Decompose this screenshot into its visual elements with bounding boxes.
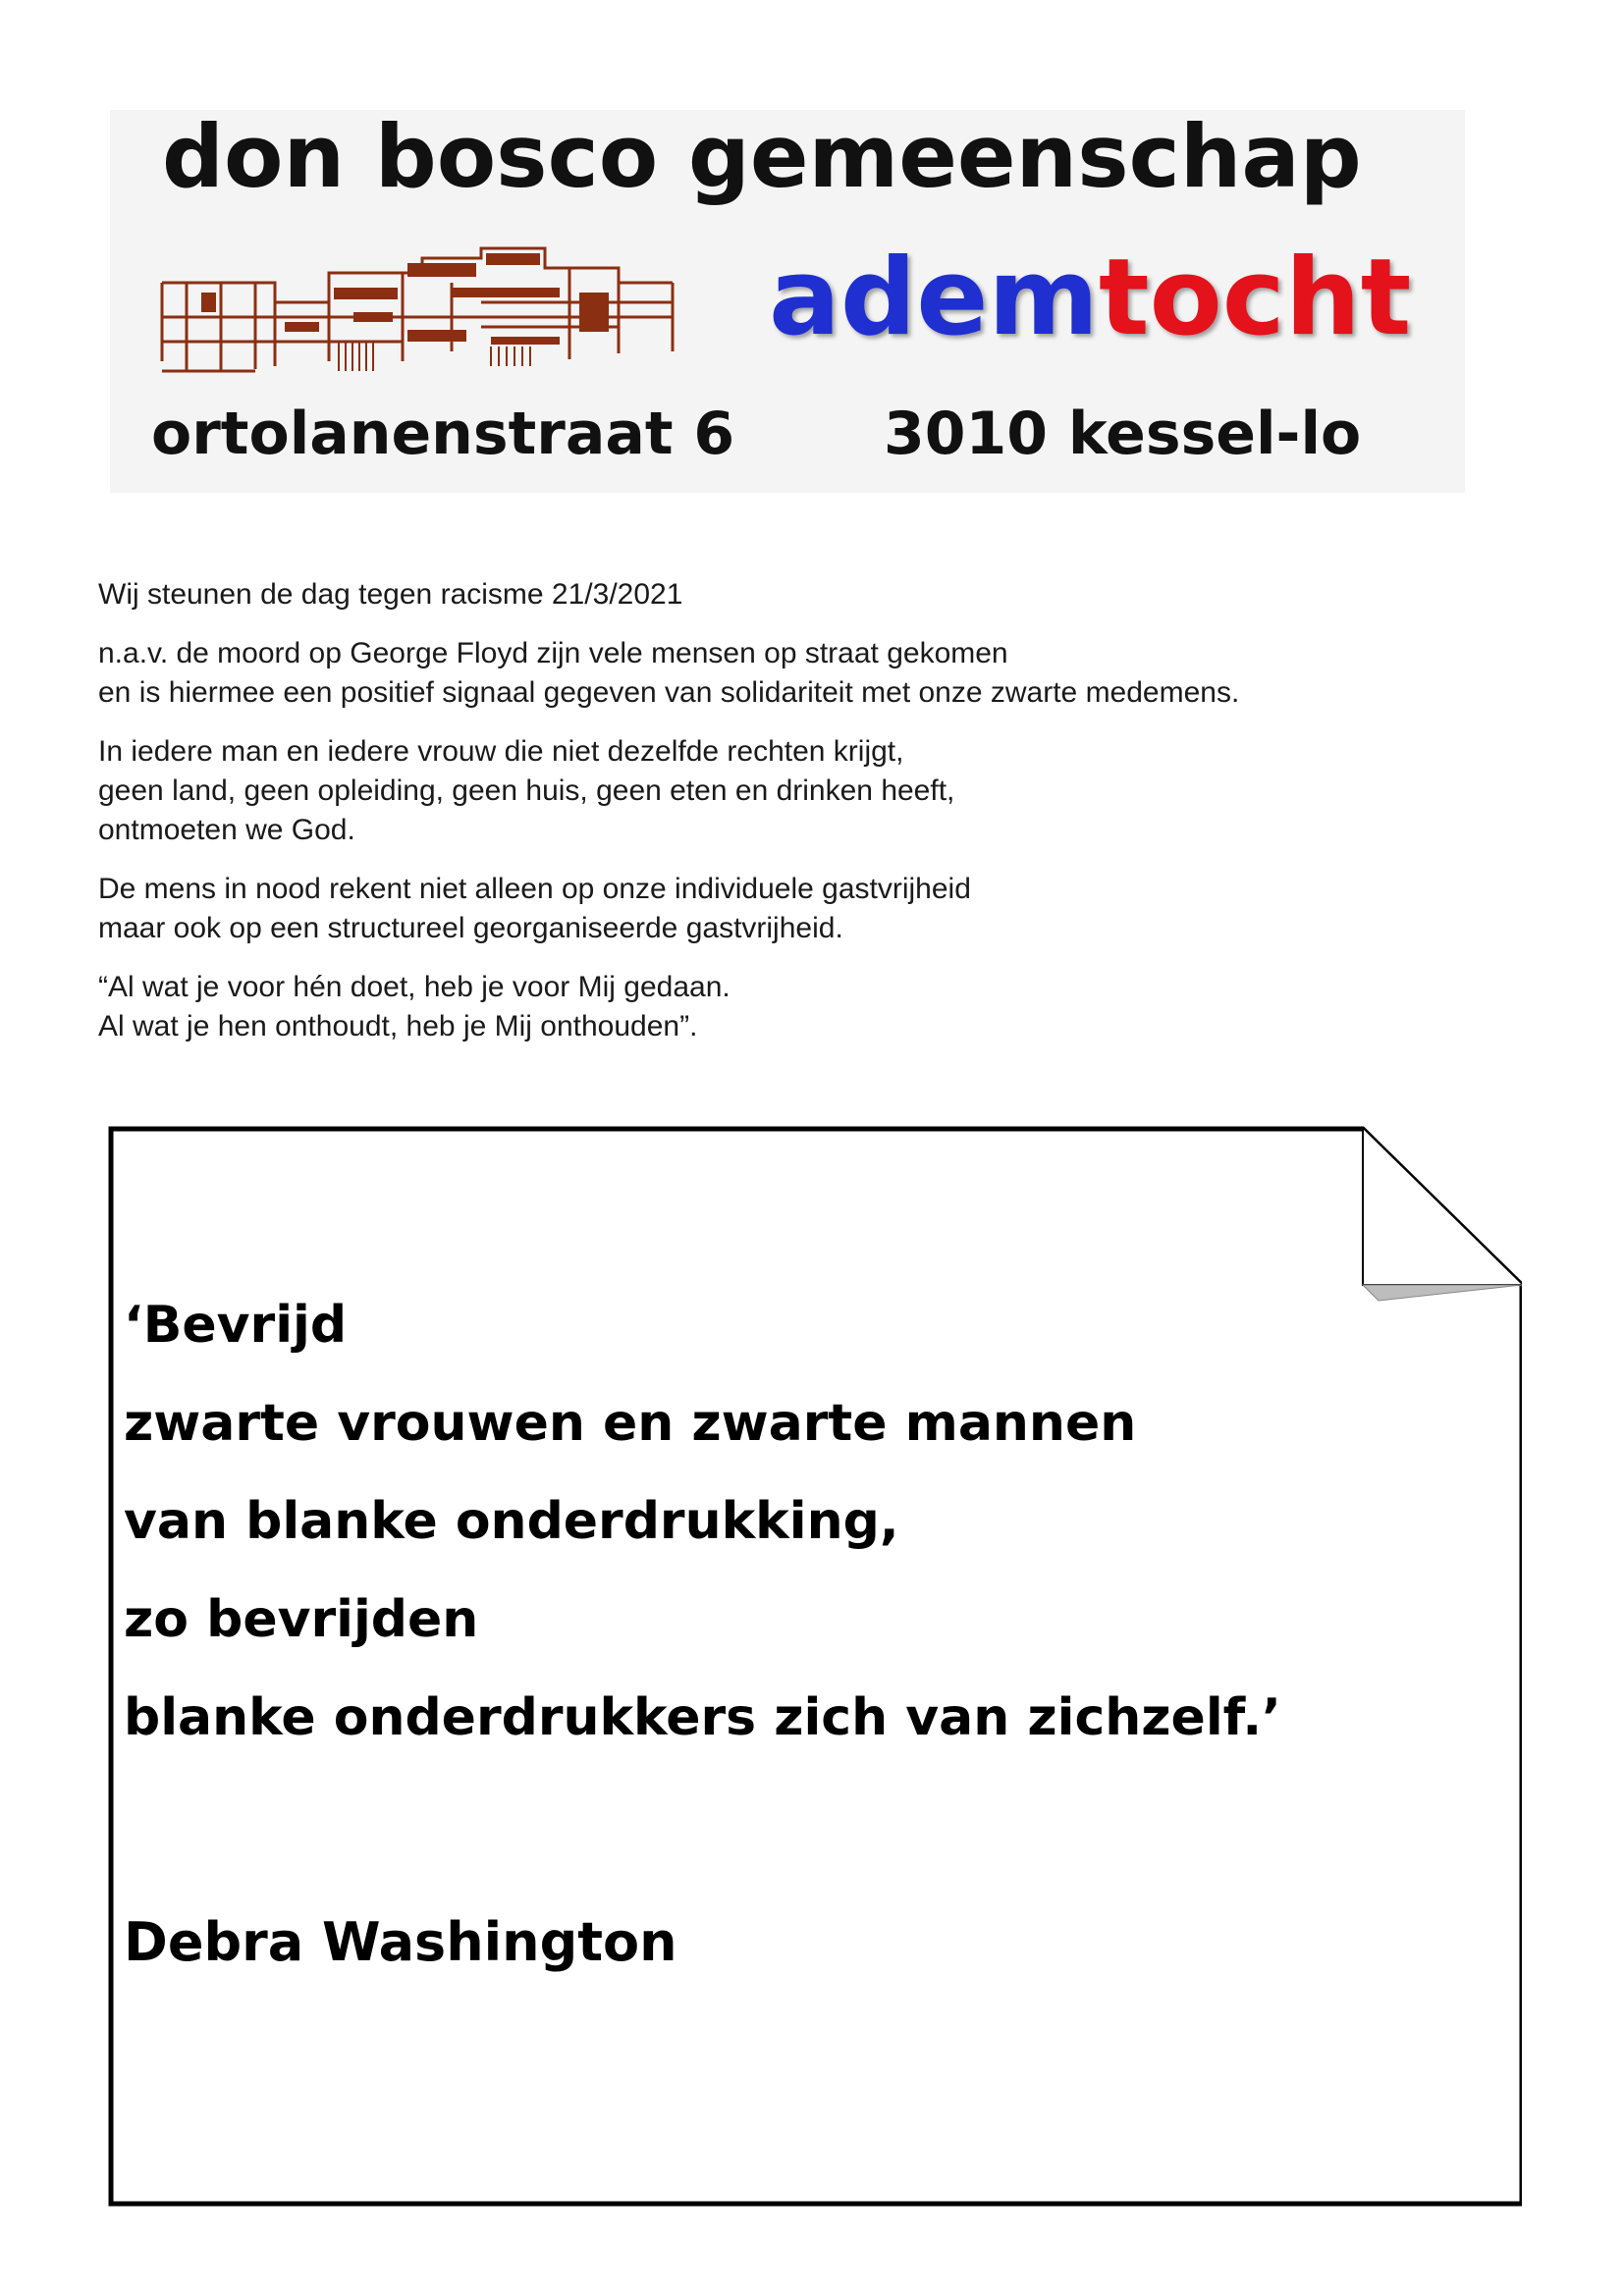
text-line: Al wat je hen onthoudt, heb je Mij onthouden”. xyxy=(98,1010,698,1042)
paragraph-hospitality xyxy=(98,870,1512,948)
text-line: ontmoeten we God. xyxy=(98,814,355,846)
quote-line: zo bevrijden xyxy=(124,1590,479,1649)
text-line: en is hiermee een positief signaal gegeven van solidariteit met onze zwarte medemens. xyxy=(98,676,1240,709)
text-line: “Al wat je voor hén doet, heb je voor Mij gedaan. xyxy=(98,971,730,1003)
text-line: De mens in nood rekent niet alleen op onze individuele gastvrijheid xyxy=(98,873,971,905)
text-line: Wij steunen de dag tegen racisme 21/3/2021 xyxy=(98,578,683,611)
quote-author: Debra Washington xyxy=(124,1911,677,1973)
intro-line xyxy=(98,575,1512,614)
quote-line: zwarte vrouwen en zwarte mannen xyxy=(124,1394,1137,1453)
text-line: maar ook op een structureel georganiseerde gastvrijheid. xyxy=(98,912,843,944)
brand-wordmark xyxy=(769,237,1412,359)
body-text xyxy=(98,575,1512,1066)
text-line: n.a.v. de moord op George Floyd zijn vele mensen op straat gekomen xyxy=(98,637,1008,669)
brand-tocht: tocht xyxy=(1098,237,1412,359)
building-sketch-icon xyxy=(157,243,677,376)
address-city: 3010 kessel-lo xyxy=(884,400,1362,468)
paragraph-scripture xyxy=(98,968,1512,1046)
org-name: don bosco gemeenschap xyxy=(162,106,1362,207)
brand-adem: adem xyxy=(769,237,1099,359)
text-line: geen land, geen opleiding, geen huis, geen eten en drinken heeft, xyxy=(98,774,955,807)
text-line: In iedere man en iedere vrouw die niet dezelfde rechten krijgt, xyxy=(98,735,904,768)
paragraph-rights xyxy=(98,732,1512,850)
quote-text xyxy=(124,1276,1281,1767)
quote-line: ‘Bevrijd xyxy=(124,1296,348,1355)
address-street: ortolanenstraat 6 xyxy=(151,400,735,468)
quote-line: van blanke onderdrukking, xyxy=(124,1492,899,1551)
paragraph-floyd xyxy=(98,634,1512,713)
quote-line: blanke onderdrukkers zich van zichzelf.’ xyxy=(124,1688,1281,1747)
